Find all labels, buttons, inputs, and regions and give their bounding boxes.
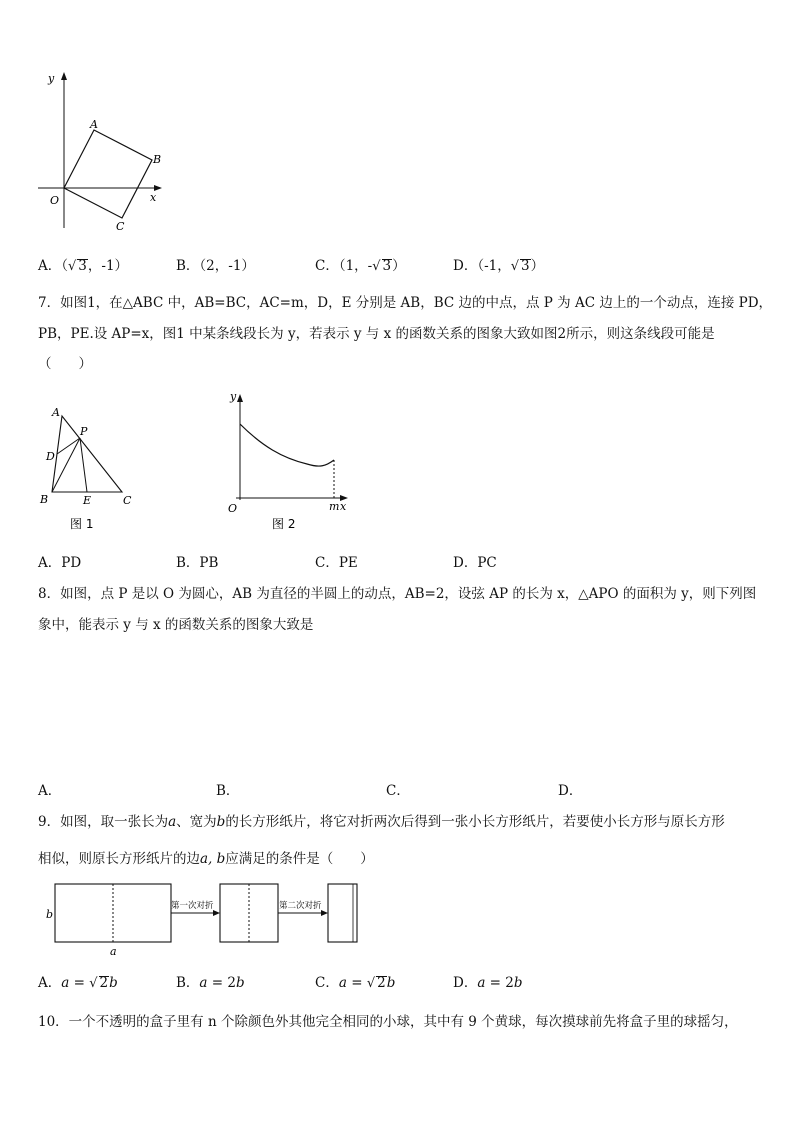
q9-figure [40, 878, 370, 958]
q9-b-b: b [235, 975, 245, 991]
q9-text-line1 [38, 810, 725, 830]
q6-d-radicand: 3 [521, 258, 530, 274]
y-axis-arrow [61, 72, 67, 80]
q6-option-c[interactable]: C．（1，-√ 3） [315, 258, 406, 274]
q9-d-eq: = 2 [485, 975, 514, 991]
q9-option-c[interactable]: C．a = √ 2b [315, 975, 396, 991]
q8-option-a[interactable]: A． [38, 783, 62, 799]
q9-text-line2 [38, 847, 374, 867]
q6-option-a[interactable]: A．（√ 3，-1） [38, 258, 129, 274]
fig1-label-b: B [40, 493, 49, 506]
fig2-caption: 图 2 [272, 517, 296, 531]
q6-c-pre: C．（1，- [315, 258, 373, 274]
arrow-1-head [213, 910, 220, 916]
arrow-2-head [321, 910, 328, 916]
q9-l1-part1: 9．如图，取一张长为 [38, 814, 169, 830]
q6-figure [30, 68, 180, 238]
segment-PB [52, 438, 80, 492]
q9-c-b: b [386, 975, 396, 991]
q9-l2-part2: 应满足的条件是（ ） [225, 851, 374, 867]
q9-a-pre: A． [38, 975, 62, 991]
q7-text-line2: PB，PE.设 AP=x，图1 中某条线段长为 y，若表示 y 与 x 的函数关系的图象大致如图2所示，则这条线段可能是 [38, 326, 715, 342]
q9-option-b[interactable] [176, 971, 245, 991]
q6-a-post: ，-1） [87, 258, 129, 274]
q9-c-eq: = [346, 975, 367, 991]
q9-d-var: a [477, 975, 486, 991]
q9-b-pre: B． [176, 975, 200, 991]
q9-fig-label-a: a [110, 945, 117, 958]
q9-var-b: b [216, 814, 226, 830]
fig1-label-p: P [80, 425, 88, 438]
q8-text-line1: 8．如图，点 P 是以 O 为圆心，AB 为直径的半圆上的动点，AB=2，设弦 AP 的长为 x，△APO 的面积为 y，则下列图 [38, 586, 757, 602]
q9-a-eq: = [69, 975, 90, 991]
fold2-text: 第二次对折 [279, 901, 322, 911]
q7-option-d[interactable]: D．PC [453, 555, 497, 571]
fold1-text: 第一次对折 [171, 901, 214, 911]
q9-a-radicand: 2 [99, 975, 109, 991]
q9-d-pre: D． [453, 975, 478, 991]
q9-b-eq: = 2 [207, 975, 236, 991]
fig1-label-e: E [83, 494, 92, 507]
q6-a-radicand: 3 [78, 258, 87, 274]
q9-l2-part1: 相似，则原长方形纸片的边 [38, 851, 200, 867]
q10-text-line1: 10．一个不透明的盒子里有 n 个除颜色外其他完全相同的小球，其中有 9 个黄球，每次摸球前先将盒子里的球摇匀， [38, 1014, 738, 1030]
q9-option-a[interactable]: A．a = √ 2b [38, 975, 118, 991]
q9-d-b: b [513, 975, 523, 991]
q9-var-ab: a, b [200, 851, 226, 867]
fig1-caption: 图 1 [70, 517, 94, 531]
q9-c-var: a [338, 975, 347, 991]
fig1-label-d: D [46, 450, 55, 463]
q7-figure-1 [34, 402, 144, 534]
q6-a-pre: A．（ [38, 258, 68, 274]
q9-c-pre: C． [315, 975, 339, 991]
q7-text-line3: （ ） [38, 356, 92, 372]
q6-option-b[interactable]: B．（2，-1） [176, 258, 255, 274]
q6-c-radicand: 3 [382, 258, 392, 274]
q9-a-b: b [109, 975, 118, 991]
q9-fig-label-b: b [46, 908, 54, 921]
q8-option-b[interactable]: B． [216, 783, 240, 799]
fig2-y-arrow [237, 394, 243, 402]
q9-c-radicand: 2 [377, 975, 386, 991]
q6-d-pre: D．（-1， [453, 258, 511, 274]
fig2-label-x: x [340, 500, 347, 513]
q9-l1-part2: 、宽为 [176, 814, 217, 830]
fig6-label-y: y [48, 72, 55, 85]
q9-b-var: a [199, 975, 208, 991]
q6-c-post: ） [392, 258, 406, 274]
square-OABC [64, 130, 152, 218]
fig2-label-o: O [228, 502, 238, 515]
q9-var-a: a [168, 814, 177, 830]
q8-option-c[interactable]: C． [386, 783, 410, 799]
q6-option-d[interactable]: D．（-1，√ 3） [453, 258, 545, 274]
q8-option-d[interactable]: D． [558, 783, 583, 799]
fig1-label-c: C [123, 494, 132, 507]
segment-PD [57, 438, 80, 454]
q7-option-a[interactable]: A．PD [38, 555, 82, 571]
q7-figure-2 [222, 388, 362, 536]
fig2-curve [240, 424, 334, 466]
q9-a-var: a [61, 975, 70, 991]
q9-option-d[interactable] [453, 971, 523, 991]
fig2-label-y: y [230, 390, 237, 403]
q7-option-c[interactable]: C．PE [315, 555, 358, 571]
fig6-label-b: B [153, 153, 162, 166]
q7-text-line1: 7．如图1，在△ABC 中，AB=BC，AC=m，D，E 分别是 AB，BC 边的中点，点 P 为 AC 边上的一个动点，连接 PD， [38, 295, 773, 311]
fig6-label-a: A [90, 118, 98, 131]
q8-text-line2: 象中，能表示 y 与 x 的函数关系的图象大致是 [38, 617, 314, 633]
q6-d-post: ） [530, 258, 545, 274]
q9-l1-part3: 的长方形纸片，将它对折两次后得到一张小长方形纸片，若要使小长方形与原长方形 [225, 814, 725, 830]
fig6-label-o: O [50, 194, 60, 207]
fig6-label-x: x [150, 191, 157, 204]
fig6-label-c: C [116, 220, 125, 233]
q7-option-b[interactable]: B．PB [176, 555, 219, 571]
fig2-label-m: m [329, 500, 340, 513]
fig1-label-a: A [52, 406, 60, 419]
